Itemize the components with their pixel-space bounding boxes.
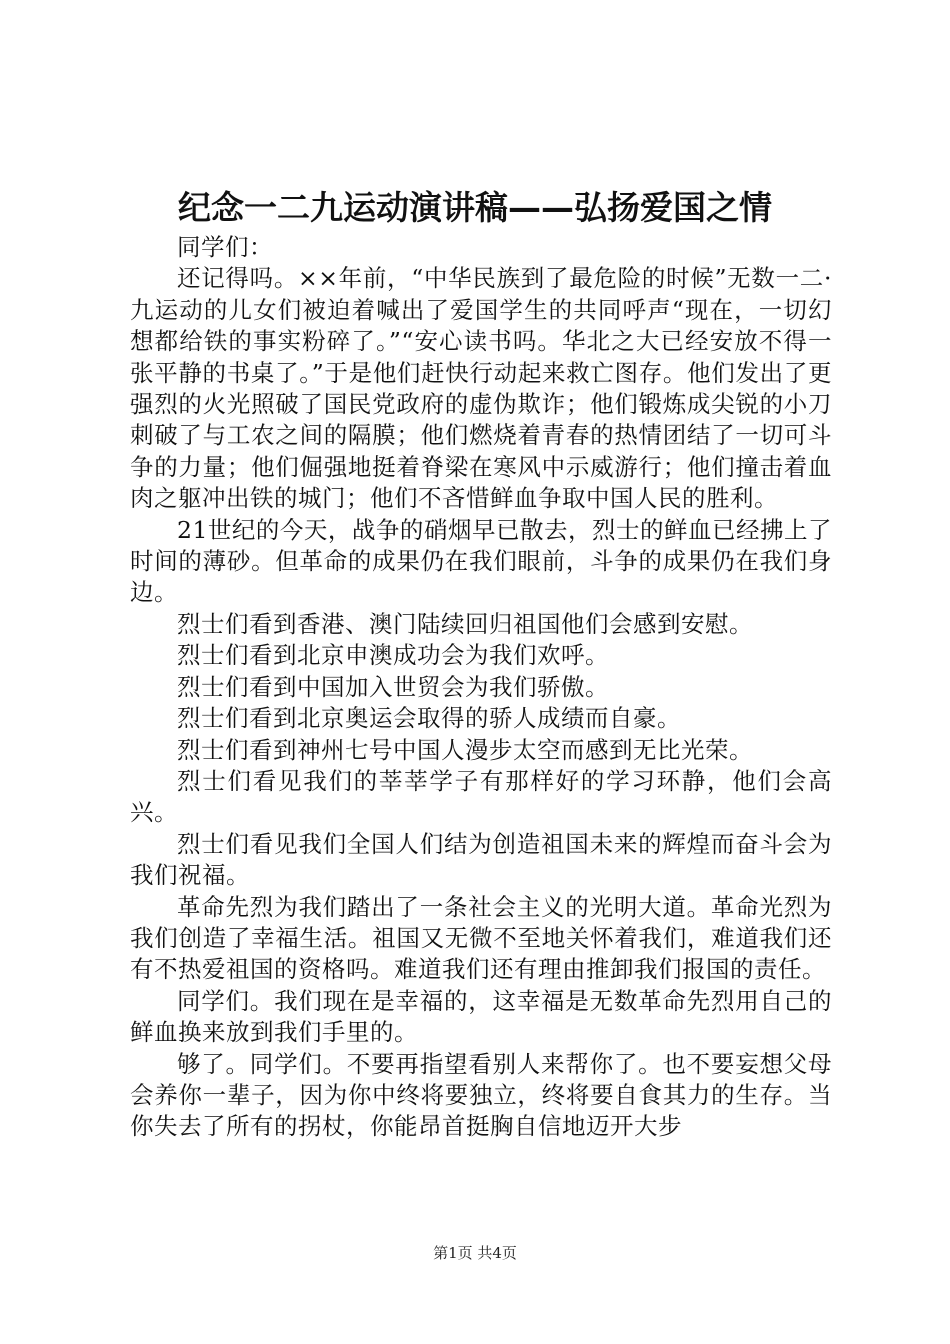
paragraph: 烈士们看到北京申澳成功会为我们欢呼。	[177, 641, 609, 670]
paragraph: 同学们。我们现在是幸福的，这幸福是无数革命先烈用自己的鲜血换来放到我们手里的。	[130, 986, 832, 1047]
paragraph: 够了。同学们。不要再指望看别人来帮你了。也不要妄想父母会养你一辈子，因为你中终将要独立，终将要自食其力的生存。当你失去了所有的拐杖，你能昂首挺胸自信地迈开大步	[130, 1049, 832, 1141]
document-body	[130, 232, 832, 1143]
paragraph: 还记得吗。××年前，“中华民族到了最危险的时候”无数一二·九运动的儿女们被迫着喊出了爱国学生的共同呼声“现在，一切幻想都给铁的事实粉碎了。”“安心读书吗。华北之大已经安放不得一张平静的书桌了。”于是他们赶快行动起来救亡图存。他们发出了更强烈的火光照破了国民党政府的虚伪欺诈；他们锻炼成尖锐的小刀刺破了与工农之间的隔膜；他们燃烧着青春的热情团结了一切可斗争的力量；他们倔强地挺着脊梁在寒风中示威游行；他们撞击着血肉之躯冲出铁的城门；他们不吝惜鲜血争取中国人民的胜利。	[130, 264, 832, 513]
paragraph: 烈士们看到中国加入世贸会为我们骄傲。	[177, 672, 609, 701]
paragraph: 21世纪的今天，战争的硝烟早已散去，烈士的鲜血已经拂上了时间的薄砂。但革命的成果仍在我们眼前，斗争的成果仍在我们身边。	[130, 515, 832, 607]
salutation: 同学们：	[177, 233, 273, 261]
paragraph: 烈士们看到北京奥运会取得的骄人成绩而自豪。	[177, 704, 681, 733]
document-title: 纪念一二九运动演讲稿——弘扬爱国之情	[178, 188, 772, 227]
paragraph: 烈士们看到神州七号中国人漫步太空而感到无比光荣。	[177, 735, 753, 764]
paragraph: 烈士们看见我们的莘莘学子有那样好的学习环静，他们会高兴。	[130, 766, 832, 827]
page-number-footer: 第1页 共4页	[433, 1244, 517, 1262]
paragraph: 烈士们看见我们全国人们结为创造祖国未来的辉煌而奋斗会为我们祝福。	[130, 829, 832, 890]
paragraph: 烈士们看到香港、澳门陆续回归祖国他们会感到安慰。	[177, 609, 753, 638]
paragraph: 革命先烈为我们踏出了一条社会主义的光明大道。革命光烈为我们创造了幸福生活。祖国又无微不至地关怀着我们，难道我们还有不热爱祖国的资格吗。难道我们还有理由推卸我们报国的责任。	[130, 892, 832, 984]
